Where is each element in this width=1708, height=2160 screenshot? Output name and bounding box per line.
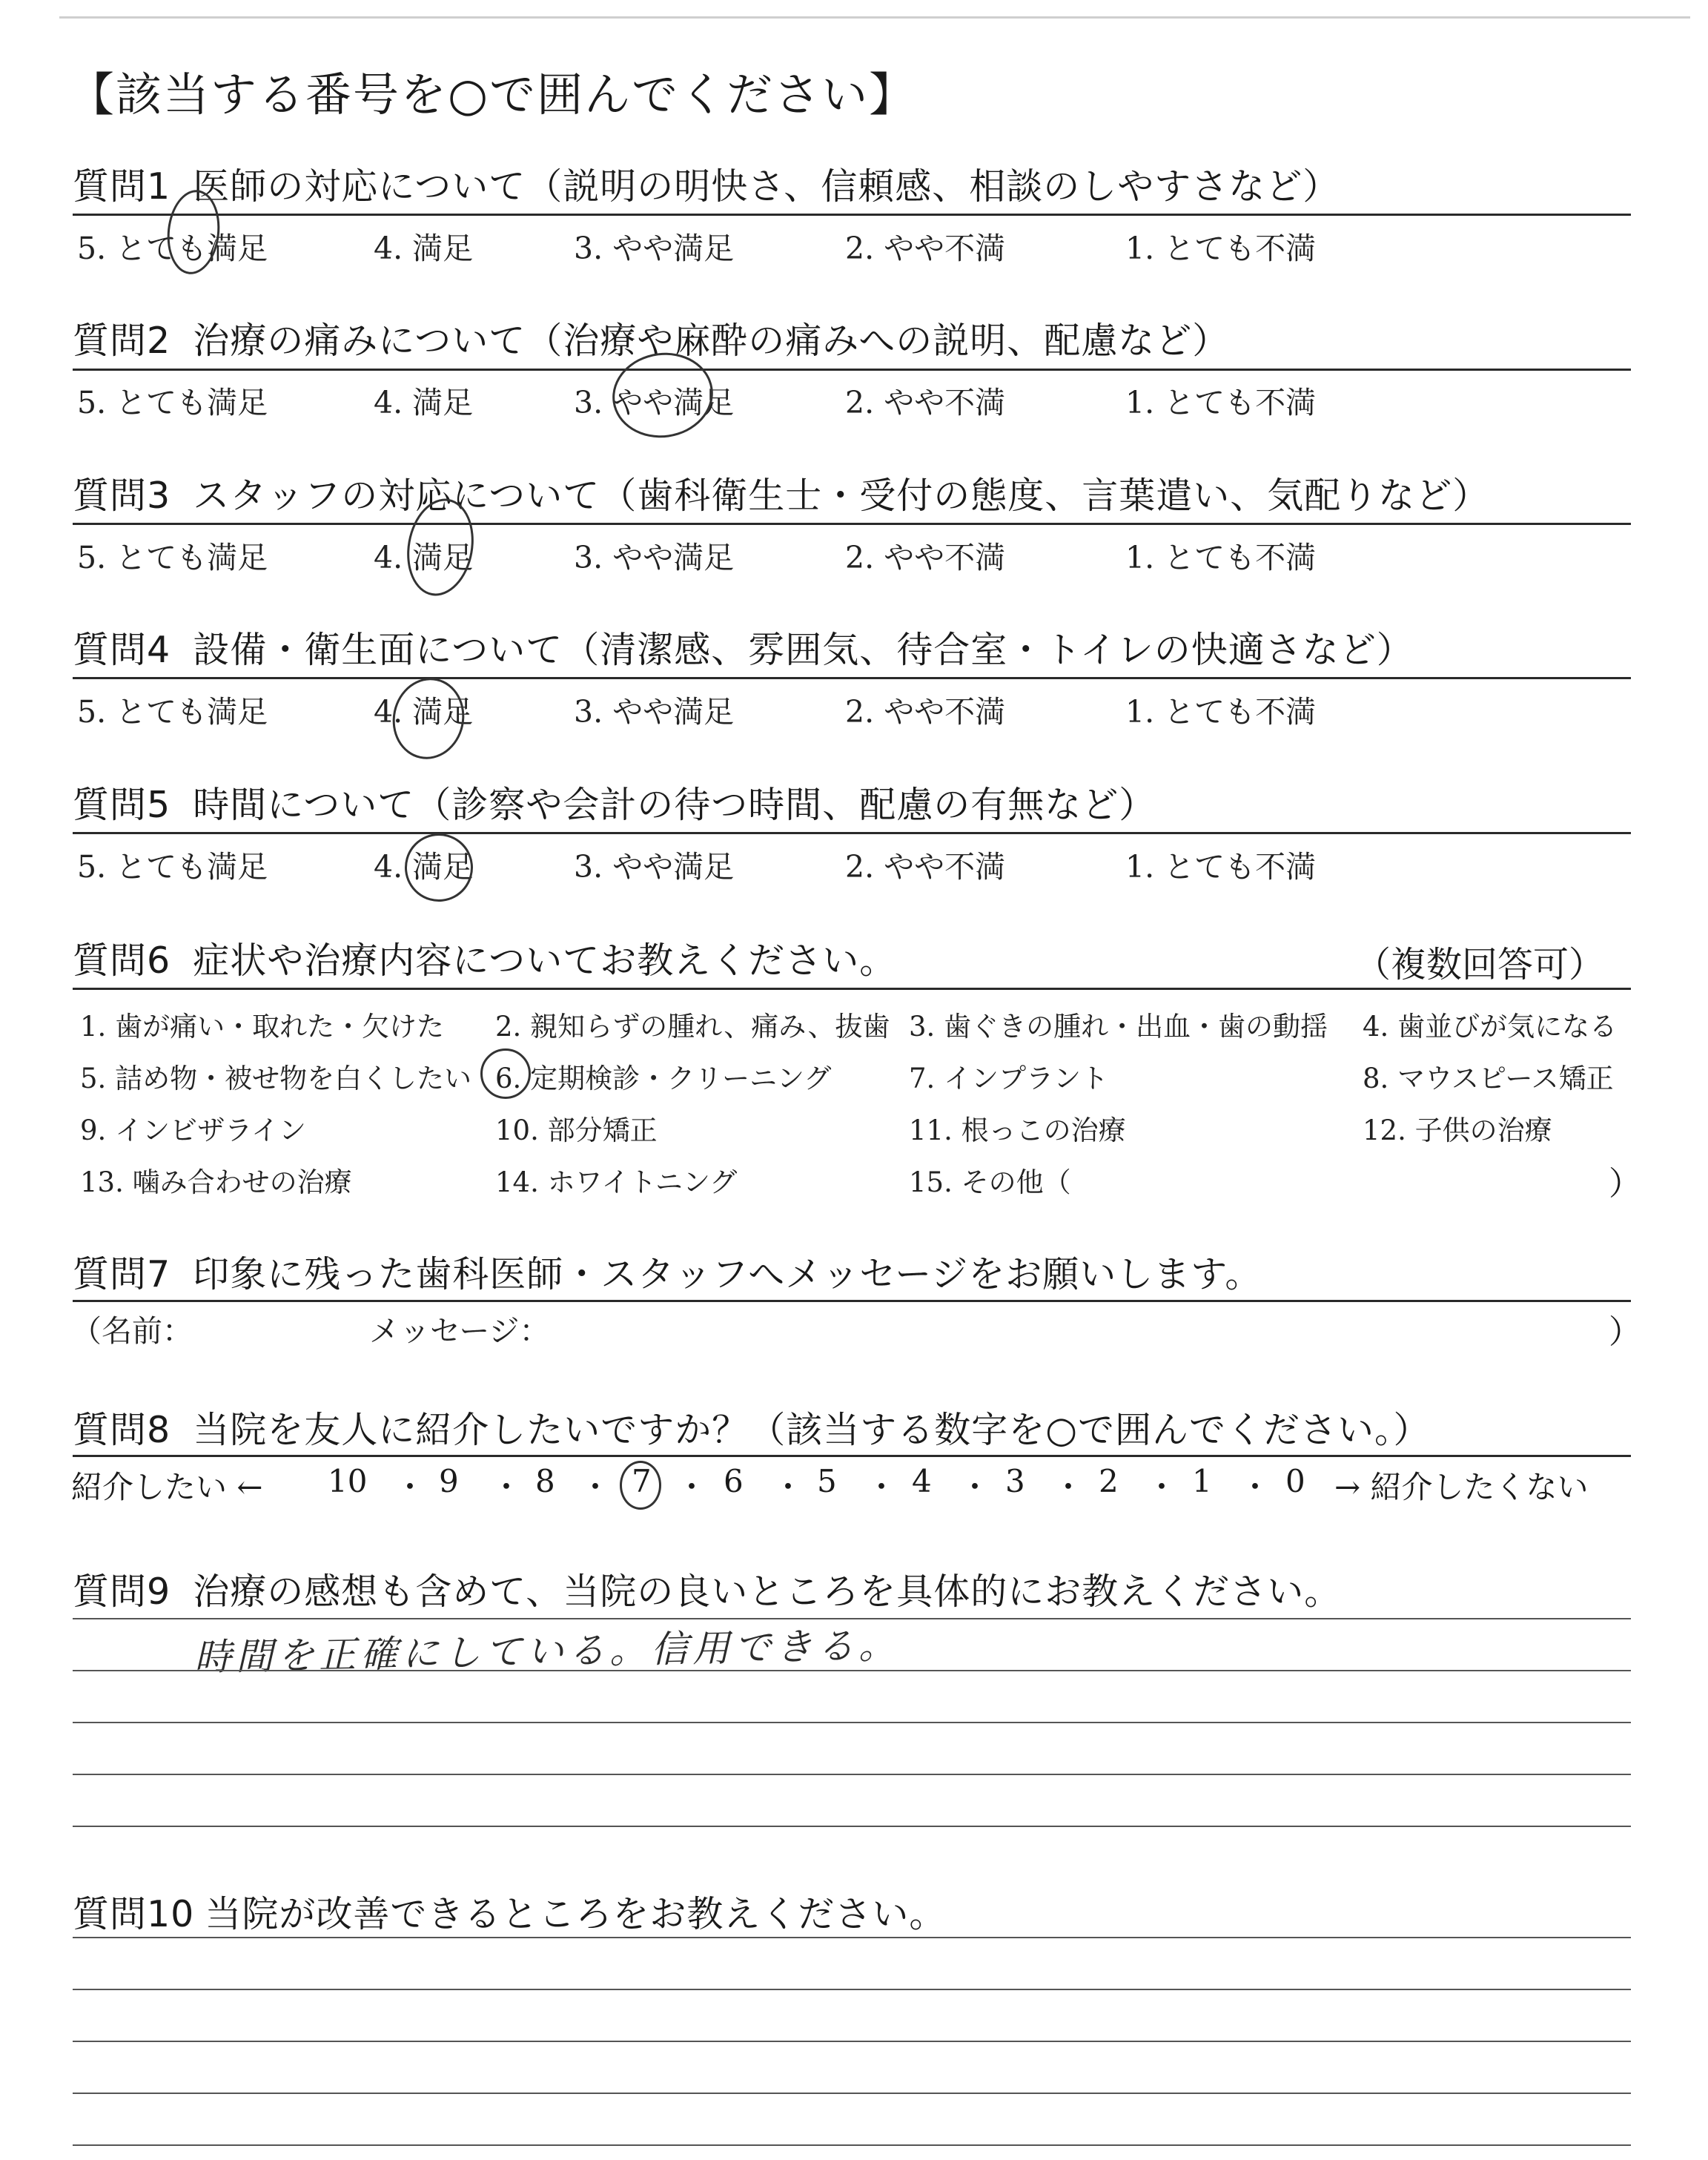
q1-option-5[interactable]: 5. とても満足 — [77, 231, 268, 266]
q3-option-4[interactable]: 4. 満足 — [374, 540, 474, 575]
scale-0[interactable]: 0 — [1285, 1463, 1305, 1499]
question-7-rule — [73, 1300, 1631, 1302]
scale-sep: ・ — [1146, 1469, 1178, 1505]
q4-option-3[interactable]: 3. やや満足 — [574, 694, 735, 730]
scale-sep: ・ — [866, 1469, 898, 1505]
q5-option-5[interactable]: 5. とても満足 — [77, 849, 268, 885]
question-10-title: 質問10 当院が改善できるところをお教えください。 — [73, 1893, 947, 1935]
q7-close-paren: ） — [1609, 1313, 1641, 1351]
q3-option-5[interactable]: 5. とても満足 — [77, 540, 268, 575]
q2-option-4[interactable]: 4. 満足 — [374, 385, 474, 420]
q6-item-11[interactable]: 11. 根っこの治療 — [909, 1114, 1126, 1146]
q5-option-1[interactable]: 1. とても不満 — [1125, 849, 1317, 885]
q9-answer-line-3 — [73, 1722, 1631, 1723]
q1-option-3[interactable]: 3. やや満足 — [574, 231, 735, 266]
q3-option-3[interactable]: 3. やや満足 — [574, 540, 735, 575]
q2-option-5[interactable]: 5. とても満足 — [77, 385, 268, 420]
q2-option-3[interactable]: 3. やや満足 — [574, 385, 735, 420]
q6-item-1[interactable]: 1. 歯が痛い・取れた・欠けた — [80, 1011, 445, 1043]
scale-4[interactable]: 4 — [912, 1463, 932, 1499]
scale-sep: ・ — [394, 1469, 426, 1505]
q3-option-2[interactable]: 2. やや不満 — [845, 540, 1006, 575]
question-8-rule — [73, 1455, 1631, 1457]
question-1-title: 質問1 医師の対応について（説明の明快さ、信頼感、相談のしやすさなど） — [73, 165, 1340, 208]
scale-sep: ・ — [1053, 1469, 1085, 1505]
scale-3[interactable]: 3 — [1005, 1463, 1025, 1499]
q4-option-5[interactable]: 5. とても満足 — [77, 694, 268, 730]
q6-item-4[interactable]: 4. 歯並びが気になる — [1363, 1011, 1618, 1043]
q6-item-3[interactable]: 3. 歯ぐきの腫れ・出血・歯の動揺 — [909, 1011, 1328, 1043]
question-4-title: 質問4 設備・衛生面について（清潔感、雰囲気、待合室・トイレの快適さなど） — [73, 629, 1414, 671]
q1-option-1[interactable]: 1. とても不満 — [1125, 231, 1317, 266]
scale-left-label: 紹介したい ← — [71, 1469, 263, 1505]
q9-answer-line-4 — [73, 1774, 1631, 1775]
q6-other-close-paren: ） — [1609, 1165, 1641, 1203]
q6-item-7[interactable]: 7. インプラント — [909, 1063, 1109, 1094]
question-7-title: 質問7 印象に残った歯科医師・スタッフへメッセージをお願いします。 — [73, 1253, 1262, 1295]
scale-2[interactable]: 2 — [1099, 1463, 1119, 1499]
q9-handwritten-answer: 時間を正確にしている。信用できる。 — [193, 1623, 901, 1680]
selection-circle-q6 — [480, 1048, 531, 1099]
question-4-rule — [73, 677, 1631, 679]
q10-answer-line-1 — [73, 1937, 1631, 1938]
q5-option-4[interactable]: 4. 満足 — [374, 849, 474, 885]
scale-sep: ・ — [580, 1469, 612, 1505]
q6-item-5[interactable]: 5. 詰め物・被せ物を白くしたい — [80, 1063, 472, 1094]
q10-answer-line-3 — [73, 2041, 1631, 2042]
q5-option-3[interactable]: 3. やや満足 — [574, 849, 735, 885]
scale-sep: ・ — [772, 1469, 804, 1505]
q9-answer-line-2 — [73, 1670, 1631, 1671]
q4-option-1[interactable]: 1. とても不満 — [1125, 694, 1317, 730]
question-9-title: 質問9 治療の感想も含めて、当院の良いところを具体的にお教えください。 — [73, 1571, 1342, 1613]
selection-circle-q8 — [620, 1461, 661, 1510]
q1-option-4[interactable]: 4. 満足 — [374, 231, 474, 266]
q6-item-6[interactable]: 6. 定期検診・クリーニング — [495, 1063, 832, 1094]
question-2-title: 質問2 治療の痛みについて（治療や麻酔の痛みへの説明、配慮など） — [73, 320, 1230, 362]
question-3-rule — [73, 523, 1631, 525]
question-5-title: 質問5 時間について（診察や会計の待つ時間、配慮の有無など） — [73, 784, 1156, 826]
scale-right-label: → 紹介したくない — [1334, 1469, 1589, 1505]
q6-item-12[interactable]: 12. 子供の治療 — [1363, 1114, 1552, 1146]
scale-7[interactable]: 7 — [632, 1463, 652, 1499]
scale-sep: ・ — [959, 1469, 991, 1505]
question-1-rule — [73, 214, 1631, 216]
referral-scale — [71, 1463, 1635, 1507]
scale-9[interactable]: 9 — [439, 1463, 459, 1499]
scale-sep: ・ — [676, 1469, 708, 1505]
q10-answer-line-2 — [73, 1989, 1631, 1990]
scale-1[interactable]: 1 — [1192, 1463, 1212, 1499]
form-heading: 【該当する番号を○で囲んでください】 — [68, 67, 917, 122]
scale-sep: ・ — [1239, 1469, 1271, 1505]
question-6-rule — [73, 988, 1631, 990]
q7-message-label: メッセージ： — [369, 1313, 550, 1349]
question-8-title: 質問8 当院を友人に紹介したいですか？（該当する数字を○で囲んでください。） — [73, 1409, 1431, 1451]
q2-option-1[interactable]: 1. とても不満 — [1125, 385, 1317, 420]
selection-circle-q5 — [401, 830, 476, 905]
q10-answer-line-5 — [73, 2144, 1631, 2146]
question-5-rule — [73, 832, 1631, 834]
q6-item-14[interactable]: 14. ホワイトニング — [495, 1166, 738, 1198]
q4-option-4[interactable]: 4. 満足 — [374, 694, 474, 730]
q6-item-9[interactable]: 9. インビザライン — [80, 1114, 306, 1146]
q10-answer-line-4 — [73, 2093, 1631, 2094]
question-2-rule — [73, 369, 1631, 371]
scale-5[interactable]: 5 — [817, 1463, 837, 1499]
q5-option-2[interactable]: 2. やや不満 — [845, 849, 1006, 885]
q6-item-13[interactable]: 13. 噛み合わせの治療 — [80, 1166, 352, 1198]
q6-item-2[interactable]: 2. 親知らずの腫れ、痛み、抜歯 — [495, 1011, 890, 1043]
scale-10[interactable]: 10 — [328, 1463, 368, 1499]
q2-option-2[interactable]: 2. やや不満 — [845, 385, 1006, 420]
q1-option-2[interactable]: 2. やや不満 — [845, 231, 1006, 266]
q9-answer-line-5 — [73, 1826, 1631, 1827]
question-3-title: 質問3 スタッフの対応について（歯科衛生士・受付の態度、言葉遣い、気配りなど） — [73, 475, 1490, 517]
scale-sep: ・ — [491, 1469, 523, 1505]
question-6-title: 質問6 症状や治療内容についてお教えください。 — [73, 939, 897, 982]
scale-8[interactable]: 8 — [535, 1463, 555, 1499]
q6-item-15[interactable]: 15. その他（ — [909, 1166, 1071, 1198]
q6-item-8[interactable]: 8. マウスピース矯正 — [1363, 1063, 1614, 1094]
q4-option-2[interactable]: 2. やや不満 — [845, 694, 1006, 730]
q7-name-label: （名前： — [71, 1313, 193, 1349]
q6-item-10[interactable]: 10. 部分矯正 — [495, 1114, 658, 1146]
selection-circle-q4 — [385, 671, 472, 766]
top-border — [59, 16, 1690, 19]
q3-option-1[interactable]: 1. とても不満 — [1125, 540, 1317, 575]
scale-6[interactable]: 6 — [724, 1463, 744, 1499]
multiple-answers-note: （複数回答可） — [1354, 944, 1604, 985]
